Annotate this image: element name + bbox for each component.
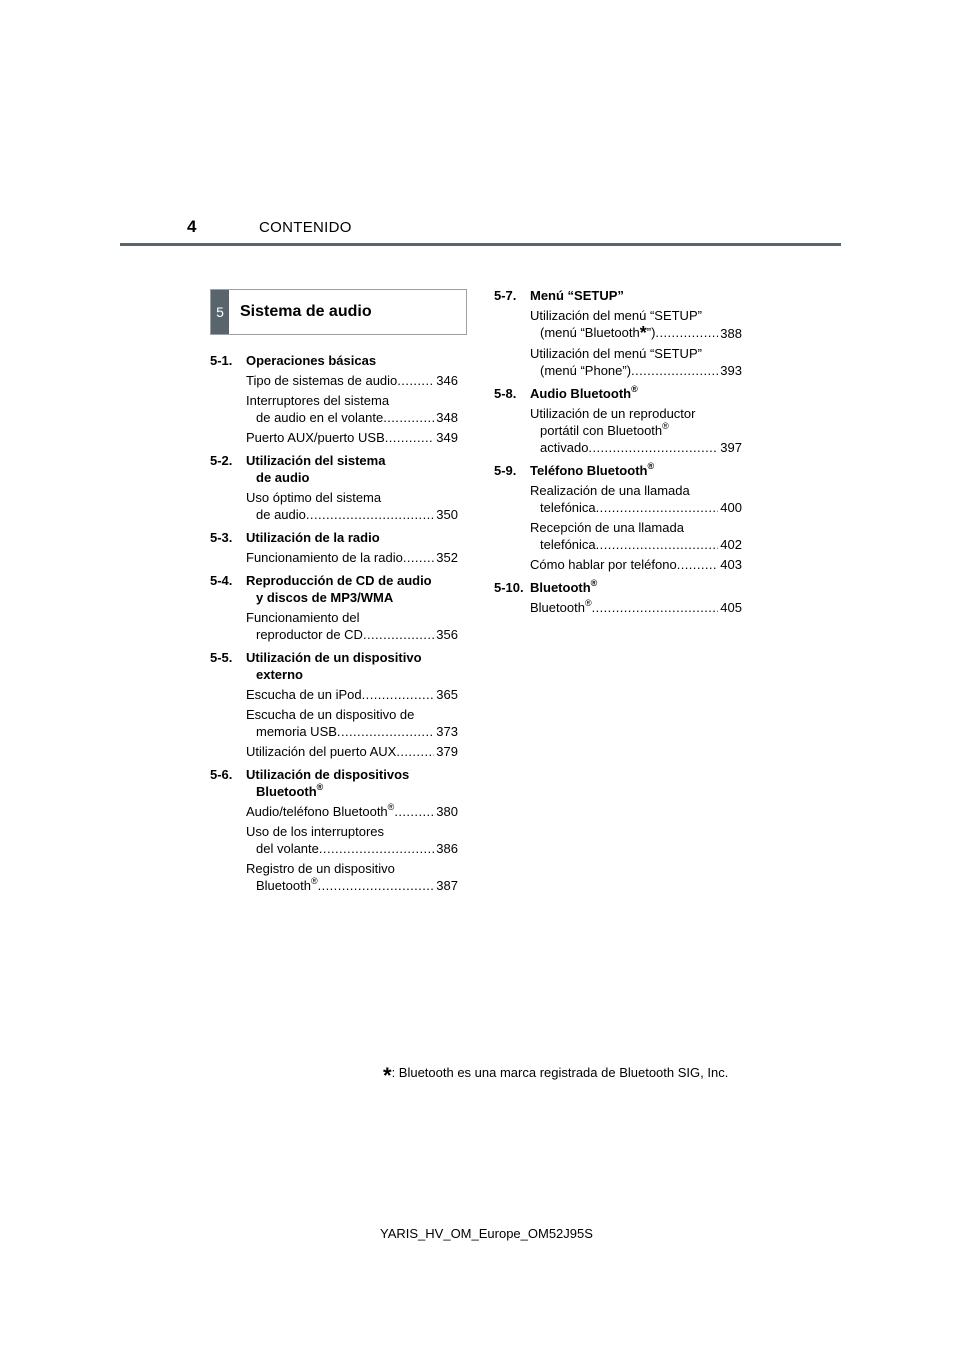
toc-entry-page-number: 365 — [436, 687, 458, 702]
toc-entry[interactable] — [246, 372, 458, 389]
toc-entry-page-number: 387 — [436, 878, 458, 893]
subsection-title: Utilización de dispositivos Bluetooth® — [246, 767, 410, 799]
toc-entry[interactable] — [246, 489, 458, 523]
toc-entry-page-number: 405 — [720, 600, 742, 615]
toc-entry-text: Interruptores del sistema de audio en el volante . . . — [246, 392, 434, 426]
toc-entry-page-number: 393 — [720, 363, 742, 378]
document-id: YARIS_HV_OM_Europe_OM52J95S — [380, 1226, 593, 1241]
dot-leader — [631, 362, 718, 379]
toc-entry-page-number: 349 — [436, 430, 458, 445]
subsection-title: Utilización de un dispositivo externo — [246, 650, 422, 682]
toc-entry[interactable] — [530, 345, 742, 379]
subsection-title: Reproducción de CD de audio y discos de MP3/WMA — [246, 573, 432, 605]
subsection-title: Menú “SETUP” — [530, 288, 624, 303]
subsection-number: 5-9. — [494, 463, 517, 478]
toc-subsection-heading — [210, 352, 458, 369]
toc-entry[interactable] — [530, 405, 742, 456]
dot-leader — [588, 439, 718, 456]
dot-leader — [403, 549, 434, 566]
dot-leader — [319, 840, 434, 857]
dot-leader — [362, 686, 435, 703]
dot-leader — [596, 499, 719, 516]
toc-entry[interactable] — [246, 860, 458, 894]
section-header-box — [210, 289, 467, 335]
toc-entry[interactable] — [530, 519, 742, 553]
subsection-number: 5-1. — [210, 353, 233, 368]
toc-entry-text: Uso de los interruptores del volante . . . — [246, 823, 434, 857]
dot-leader — [397, 372, 434, 389]
subsection-number: 5-7. — [494, 288, 517, 303]
toc-entry-page-number: 356 — [436, 627, 458, 642]
dot-leader — [306, 506, 434, 523]
toc-entry[interactable] — [246, 803, 458, 820]
toc-entry-page-number: 373 — [436, 724, 458, 739]
toc-entry[interactable] — [246, 706, 458, 740]
toc-entry-page-number: 352 — [436, 550, 458, 565]
toc-entry-text: Utilización de un reproductor portátil con Bluetooth® activado . . . — [530, 405, 718, 456]
subsection-title: Bluetooth® — [530, 578, 598, 595]
toc-entry-text: Tipo de sistemas de audio . . . — [246, 372, 434, 389]
toc-subsection-heading — [494, 579, 742, 596]
toc-entry-text: Realización de una llamada telefónica . . . — [530, 482, 718, 516]
toc-entry-page-number: 400 — [720, 500, 742, 515]
subsection-number: 5-2. — [210, 453, 233, 468]
subsection-number: 5-3. — [210, 530, 233, 545]
subsection-title: Operaciones básicas — [246, 353, 377, 368]
toc-entry[interactable] — [530, 307, 742, 342]
toc-entry[interactable] — [530, 482, 742, 516]
dot-leader — [396, 743, 434, 760]
dot-leader — [383, 409, 434, 426]
toc-entry-text: Escucha de un dispositivo de memoria USB . . . — [246, 706, 434, 740]
toc-entry-text: Utilización del menú “SETUP” (menú “Bluetooth*”) . . . — [530, 307, 718, 342]
toc-entry-page-number: 386 — [436, 841, 458, 856]
subsection-title: Utilización de la radio — [246, 530, 380, 545]
toc-entry-text: Puerto AUX/puerto USB . . . — [246, 429, 434, 446]
subsection-number: 5-6. — [210, 767, 233, 782]
toc-subsection-heading — [494, 287, 742, 304]
toc-entry-page-number: 346 — [436, 373, 458, 388]
toc-entry[interactable] — [246, 743, 458, 760]
subsection-number: 5-5. — [210, 650, 233, 665]
toc-subsection-heading — [210, 452, 458, 486]
toc-entry-text: Funcionamiento del reproductor de CD . . . — [246, 609, 434, 643]
toc-subsection-heading — [494, 462, 742, 479]
running-head: CONTENIDO — [259, 219, 352, 236]
toc-entry-text: Uso óptimo del sistema de audio . . . — [246, 489, 434, 523]
toc-entry-text: Recepción de una llamada telefónica . . . — [530, 519, 718, 553]
toc-subsection-heading — [494, 385, 742, 402]
toc-entry-page-number: 388 — [720, 326, 742, 341]
toc-entry[interactable] — [530, 599, 742, 616]
section-title: Sistema de audio — [240, 303, 372, 320]
toc-left-column — [210, 352, 458, 894]
dot-leader — [385, 429, 435, 446]
toc-entry[interactable] — [246, 686, 458, 703]
toc-entry-text: Audio/teléfono Bluetooth® . . . — [246, 803, 434, 820]
toc-entry-text: Bluetooth® . . . — [530, 599, 718, 616]
subsection-title: Teléfono Bluetooth® — [530, 461, 655, 478]
footnote — [383, 1063, 728, 1089]
toc-entry-text: Utilización del menú “SETUP” (menú “Phone”) . . . — [530, 345, 718, 379]
toc-entry-page-number: 397 — [720, 440, 742, 455]
section-number-tab: 5 — [211, 290, 229, 334]
toc-entry-page-number: 379 — [436, 744, 458, 759]
toc-entry[interactable] — [530, 556, 742, 573]
toc-entry-text: Utilización del puerto AUX . . . — [246, 743, 434, 760]
subsection-title: Utilización del sistema de audio — [246, 453, 386, 485]
dot-leader — [596, 536, 719, 553]
toc-entry[interactable] — [246, 609, 458, 643]
dot-leader — [337, 723, 434, 740]
toc-entry[interactable] — [246, 823, 458, 857]
subsection-number: 5-10. — [494, 580, 524, 595]
subsection-number: 5-4. — [210, 573, 233, 588]
toc-entry[interactable] — [246, 392, 458, 426]
toc-entry-text: Funcionamiento de la radio . . . — [246, 549, 434, 566]
toc-entry-page-number: 402 — [720, 537, 742, 552]
toc-entry[interactable] — [246, 549, 458, 566]
dot-leader — [677, 556, 719, 573]
dot-leader — [394, 803, 434, 820]
dot-leader — [655, 324, 718, 342]
toc-subsection-heading — [210, 572, 458, 606]
dot-leader — [592, 599, 719, 616]
toc-entry-page-number: 350 — [436, 507, 458, 522]
dot-leader — [363, 626, 434, 643]
toc-subsection-heading — [210, 649, 458, 683]
footnote-marker: * — [383, 1063, 392, 1088]
toc-entry-page-number: 403 — [720, 557, 742, 572]
toc-right-column — [494, 287, 742, 616]
footnote-text: : Bluetooth es una marca registrada de Bluetooth SIG, Inc. — [391, 1065, 729, 1080]
toc-entry-text: Escucha de un iPod . . . — [246, 686, 434, 703]
toc-subsection-heading — [210, 766, 458, 800]
toc-entry-page-number: 348 — [436, 410, 458, 425]
dot-leader — [318, 877, 435, 894]
toc-subsection-heading — [210, 529, 458, 546]
toc-entry-page-number: 380 — [436, 804, 458, 819]
subsection-title: Audio Bluetooth® — [530, 384, 638, 401]
toc-entry-text: Registro de un dispositivo Bluetooth® . . . — [246, 860, 434, 894]
toc-entry[interactable] — [246, 429, 458, 446]
page-number: 4 — [187, 217, 197, 236]
header-rule — [120, 243, 841, 246]
toc-entry-text: Cómo hablar por teléfono . . . — [530, 556, 718, 573]
subsection-number: 5-8. — [494, 386, 517, 401]
